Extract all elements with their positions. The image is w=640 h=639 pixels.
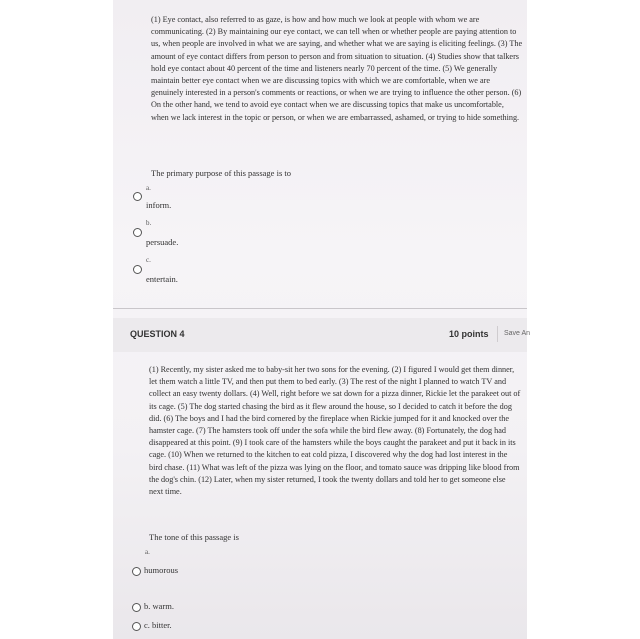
q4-option-a-radio[interactable] (132, 567, 141, 576)
question-divider (113, 308, 527, 309)
q4-prompt: The tone of this passage is (149, 532, 239, 542)
quiz-page (113, 0, 531, 639)
q3-option-b-text[interactable]: persuade. (146, 237, 179, 247)
question-4-header (113, 318, 531, 352)
q3-option-a-radio[interactable] (133, 192, 142, 201)
q3-option-c-radio[interactable] (133, 265, 142, 274)
q4-option-a-letter: a. (145, 548, 150, 556)
question-points: 10 points (449, 329, 489, 339)
q3-passage: (1) Eye contact, also referred to as gaze, is how and how much we look at people with whom we are communicating. (2) By maintaining our eye contact, we can tell when or whether people are paying attention to us, when people are involved in what we are saying, and whether what we are saying is eliciting feelings. (3) The amount of eye contact differs from person to person and from situation to situation. (4) Studies show that talkers hold eye contact about 40 percent of the time and listeners nearly 70 percent of the time. (5) We generally maintain better eye contact when we are discussing topics with which we are comfortable, when we are genuinely interested in a person's comments or reactions, or when we are trying to influence the other person. (6) On the other hand, we tend to avoid eye contact when we are discussing topics that make us uncomfortable, when we lack interest in the topic or person, or when we are embarrassed, ashamed, or trying to hide something. (151, 15, 523, 122)
q3-prompt: The primary purpose of this passage is to (151, 168, 291, 178)
q4-passage: (1) Recently, my sister asked me to baby-sit her two sons for the evening. (2) I figured I would get them dinner, let them watch a little TV, and then put them to bed early. (3) The rest of the night I planned to watch TV and collect an easy twenty dollars. (4) Well, right before we sat down for a pizza dinner, Rickie let the parakeet out of its cage. (5) The dog started chasing the bird as it flew around the house, so I decided to catch it before the dog did. (6) The boys and I had the bird cornered by the fireplace when Rickie jumped for it and knocked over the hamster cage. (7) The hamsters took off under the sofa while the bird flew away. (8) Fortunately, the dog had disappeared at this point. (9) I took care of the hamsters while the boys caught the parakeet and put it back in its cage. (10) When we returned to the kitchen to eat cold pizza, I discovered why the dog had lost interest in the bird chase. (11) What was left of the pizza was lying on the floor, and tomato sauce was dripping like blood from the dog's chin. (12) Later, when my sister returned, I took the twenty dollars and told her to get someone else next time. (149, 365, 521, 497)
question-title: QUESTION 4 (130, 329, 185, 339)
q3-option-b-radio[interactable] (133, 228, 142, 237)
q4-option-c-radio[interactable] (132, 622, 141, 631)
q3-option-c-letter: c. (146, 256, 151, 264)
q4-option-a-text[interactable]: humorous (144, 565, 178, 575)
q3-option-a-letter: a. (146, 184, 151, 192)
q4-option-b-text[interactable]: b. warm. (144, 601, 174, 611)
q3-option-c-text[interactable]: entertain. (146, 274, 178, 284)
q4-option-b-radio[interactable] (132, 603, 141, 612)
q3-option-a-text[interactable]: inform. (146, 200, 172, 210)
q4-option-c-text[interactable]: c. bitter. (144, 620, 172, 630)
save-answer-button[interactable]: Save An (497, 326, 544, 342)
q3-option-b-letter: b. (146, 219, 152, 227)
